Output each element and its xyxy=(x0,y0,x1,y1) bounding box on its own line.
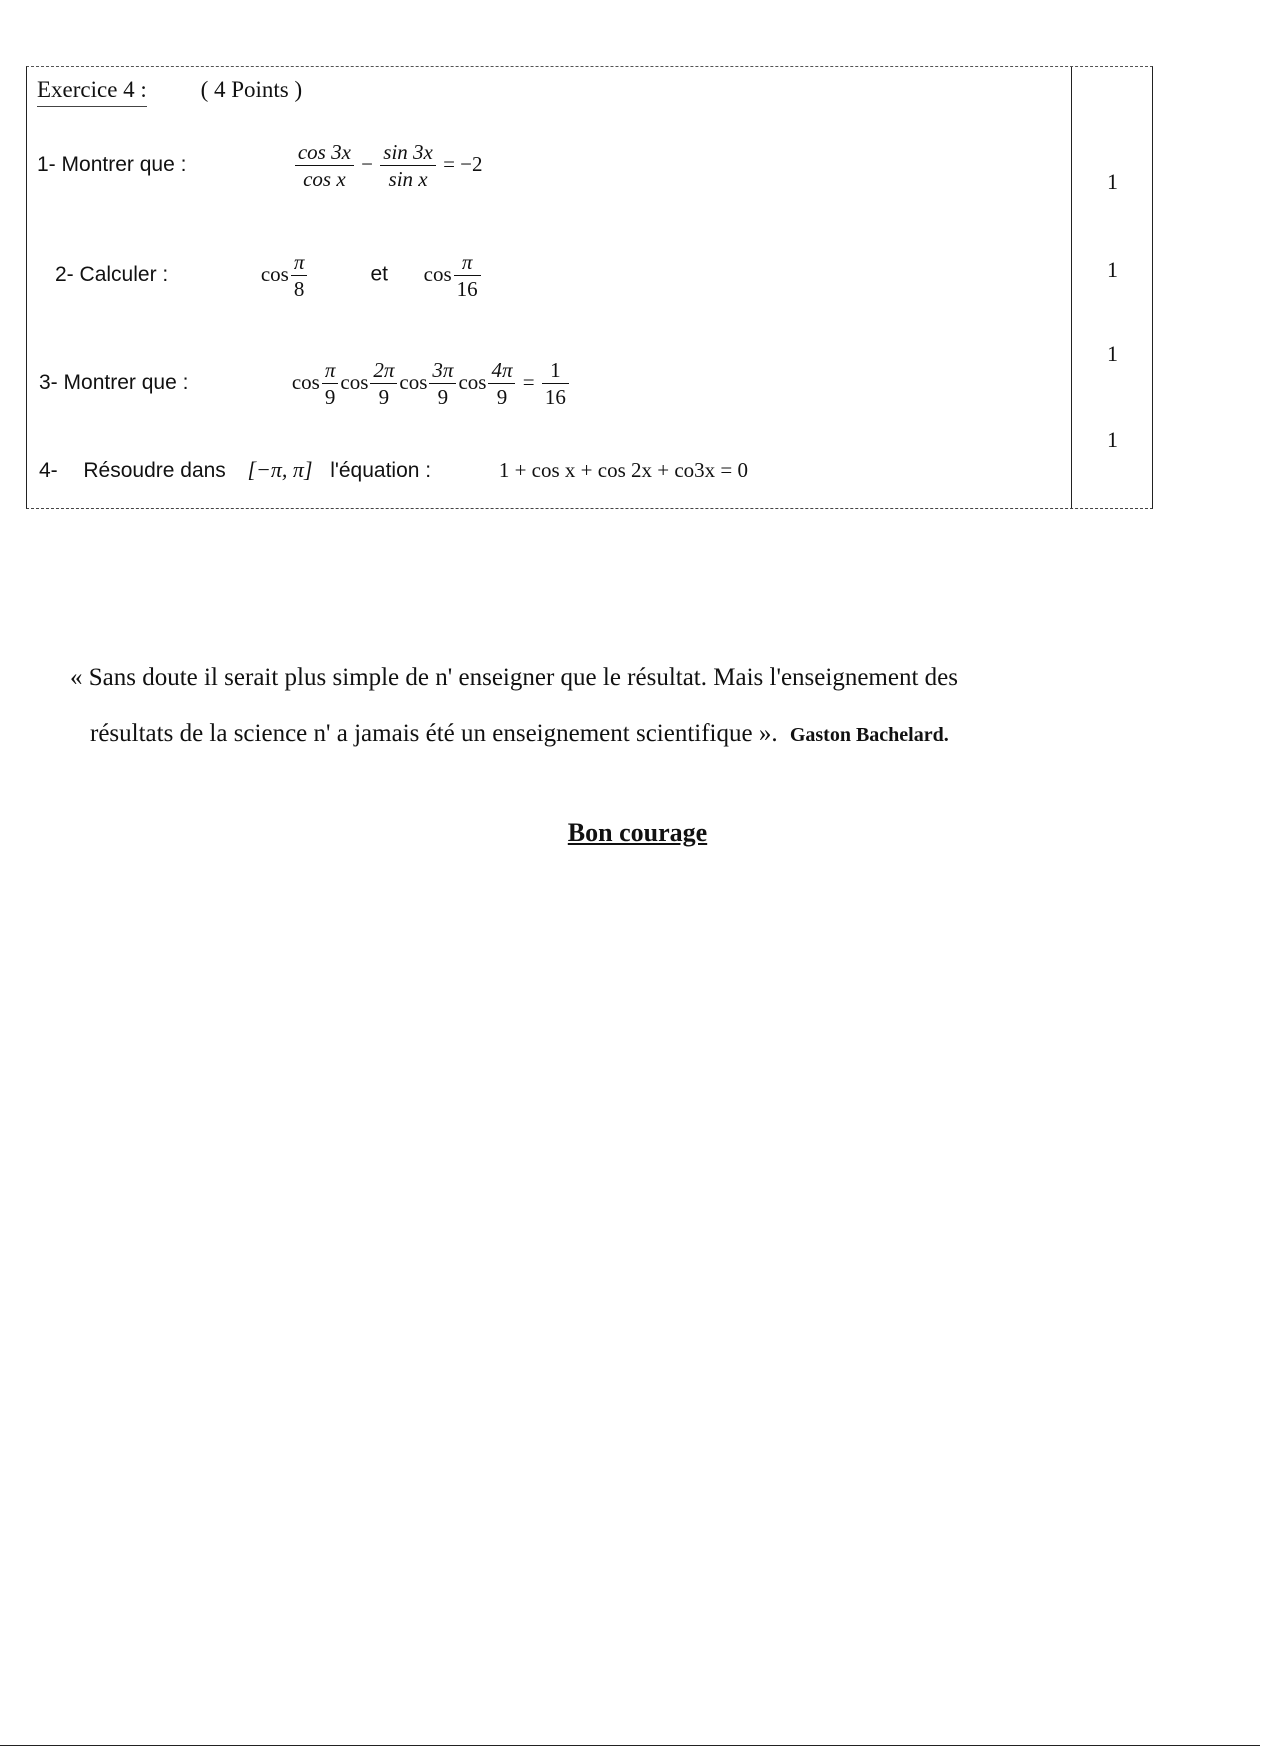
fraction xyxy=(291,249,308,303)
cos-function: cos xyxy=(458,369,487,394)
question-2-number: 2- xyxy=(55,262,74,286)
question-1-mark: 1 xyxy=(1107,169,1118,194)
fraction-denominator: 8 xyxy=(293,277,305,302)
minus-sign: − xyxy=(361,151,374,176)
fraction-numerator: π xyxy=(454,249,481,276)
interval: [−π, π] xyxy=(247,457,313,482)
fraction xyxy=(454,249,481,303)
exercise-box xyxy=(26,66,1153,509)
question-2-mark: 1 xyxy=(1107,257,1118,282)
question-2-label: Calculer : xyxy=(79,262,169,286)
fraction xyxy=(380,139,436,193)
formula-result: = −2 xyxy=(443,151,483,176)
question-2-formula-2 xyxy=(423,250,483,302)
question-1-label: Montrer que : xyxy=(61,152,187,176)
question-3-label: Montrer que : xyxy=(63,370,189,394)
question-4-label: Résoudre dans xyxy=(83,459,226,482)
cos-function: cos xyxy=(399,369,428,394)
question-2 xyxy=(55,249,483,303)
question-1 xyxy=(37,139,483,193)
question-3-formula xyxy=(291,358,571,410)
exercise-header xyxy=(37,77,302,103)
question-4-equation: 1 + cos x + cos 2x + co3x = 0 xyxy=(498,458,748,482)
fraction-denominator: 16 xyxy=(544,385,566,410)
question-4 xyxy=(39,457,748,483)
cos-function: cos xyxy=(260,261,289,286)
fraction-denominator: cos x xyxy=(303,167,346,192)
question-2-formula xyxy=(260,250,315,302)
fraction-numerator: 4π xyxy=(488,357,515,384)
fraction-denominator: 9 xyxy=(437,385,449,410)
question-1-formula xyxy=(293,140,483,192)
fraction-denominator: 9 xyxy=(378,385,390,410)
question-3-mark: 1 xyxy=(1107,341,1118,366)
fraction xyxy=(295,139,354,193)
exercise-title: Exercice 4 : xyxy=(37,77,147,107)
quote-author: Gaston Bachelard. xyxy=(789,724,949,746)
question-4-label-2: l'équation : xyxy=(330,459,432,482)
question-3-number: 3- xyxy=(39,370,58,394)
quote-line-1: « Sans doute il serait plus simple de n' enseigner que le résultat. Mais l'enseignement des xyxy=(70,664,958,691)
exercise-points: ( 4 Points ) xyxy=(200,77,303,102)
quote-line-2: résultats de la science n' a jamais été un enseignement scientifique ». xyxy=(90,720,778,747)
fraction-denominator: 9 xyxy=(324,385,336,410)
conjunction-et: et xyxy=(370,262,388,286)
bottom-rule xyxy=(0,1745,1260,1746)
fraction xyxy=(322,357,339,411)
question-4-number: 4- xyxy=(39,459,58,482)
fraction-numerator: 3π xyxy=(429,357,456,384)
closing-message: Bon courage xyxy=(567,818,708,847)
fraction xyxy=(370,357,397,411)
fraction-numerator: π xyxy=(322,357,339,384)
fraction xyxy=(429,357,456,411)
cos-function: cos xyxy=(423,261,452,286)
question-1-number: 1- xyxy=(37,152,56,176)
fraction-numerator: sin 3x xyxy=(380,139,436,166)
question-3 xyxy=(39,357,571,411)
fraction-denominator: 9 xyxy=(496,385,508,410)
fraction-numerator: 2π xyxy=(370,357,397,384)
fraction-denominator: 16 xyxy=(456,277,478,302)
fraction-numerator: cos 3x xyxy=(295,139,354,166)
fraction xyxy=(542,357,569,411)
cos-function: cos xyxy=(340,369,369,394)
quote xyxy=(70,650,1130,763)
question-4-mark: 1 xyxy=(1107,427,1118,452)
fraction-numerator: 1 xyxy=(542,357,569,384)
fraction-denominator: sin x xyxy=(388,167,428,192)
fraction xyxy=(488,357,515,411)
equals-sign: = xyxy=(522,369,535,394)
fraction-numerator: π xyxy=(291,249,308,276)
points-column-divider xyxy=(1071,67,1072,508)
cos-function: cos xyxy=(291,369,320,394)
